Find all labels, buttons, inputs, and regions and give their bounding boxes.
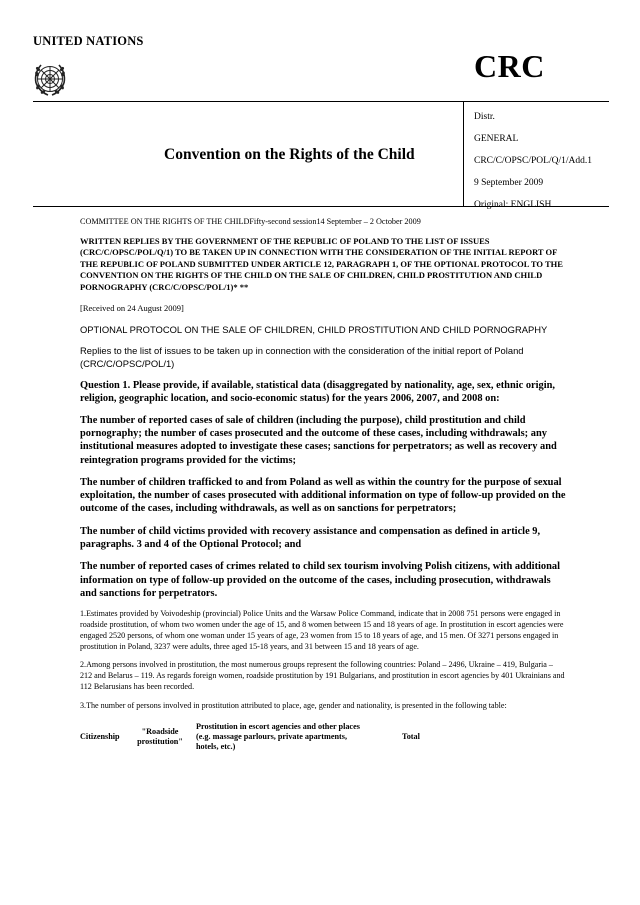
meta-date: 9 September 2009: [474, 178, 544, 188]
header-divider-vertical: [463, 101, 464, 206]
meta-distr: Distr.: [474, 112, 495, 122]
col-header-citizenship: Citizenship: [80, 731, 120, 741]
document-title: Convention on the Rights of the Child: [164, 146, 415, 163]
document-body: [80, 216, 567, 755]
meta-original-language: Original: ENGLISH: [474, 200, 552, 210]
question-1-item-d: The number of reported cases of crimes related to child sex tourism involving Polish citizens, with additional information on type of follow-up provided on the outcome of the cases, including prosecution, withdrawals and sanctions for perpetrators.: [80, 561, 560, 599]
committee-line: COMMITTEE ON THE RIGHTS OF THE CHILDFifty-second session14 September – 2 October 2009: [80, 217, 421, 226]
document-symbol-large: CRC: [474, 48, 545, 84]
received-date: [Received on 24 August 2009]: [80, 303, 184, 314]
question-1-item-c: The number of child victims provided with recovery assistance and compensation as defined in article 9, paragraphs. 3 and 4 of the Optional Protocol; and: [80, 525, 541, 550]
header-rule: [33, 101, 609, 102]
table-header-row: [80, 720, 567, 755]
question-1-item-a: The number of reported cases of sale of children (including the purpose), child prostitution and child pornography; the number of cases prosecuted and the outcome of these cases, including withdrawals; any institutional measures adopted to investigate these cases; sanctions for perpetrators; as well as recovery and reintegration programs provided for the victims;: [80, 414, 557, 466]
question-1-item-b: The number of children trafficked to and from Poland as well as within the country for the purpose of sexual exploitation, the number of cases prosecuted with additional information on type of follow-up provided on the outcome of the cases, including withdrawals, as well as on sanctions for perpetrators;: [80, 476, 566, 515]
reply-note-3: 3.The number of persons involved in prostitution attributed to place, age, gender and nationality, is presented in the following table:: [80, 700, 507, 710]
written-replies-heading: WRITTEN REPLIES BY THE GOVERNMENT OF THE REPUBLIC OF POLAND TO THE LIST OF ISSUES (CRC/C/OPSC/POL/Q/1) TO BE TAKEN UP IN CONNECTION WITH THE CONSIDERATION OF THE INITIAL REPORT OF THE REPUBLIC OF POLAND SUBMITTED UNDER ARTICLE 12, PARAGRAPH 1, OF THE OPTIONAL PROTOCOL TO THE CONVENTION ON THE RIGHTS OF THE CHILD ON THE SALE OF CHILDREN, CHILD PROSTITUTION AND CHILD PORNOGRAPHY (CRC/C/OPSC/POL/1)* **: [80, 236, 563, 292]
un-emblem-icon: [30, 59, 70, 99]
question-1: Question 1. Please provide, if available, statistical data (disaggregated by nationality, age, sex, ethnic origin, religion, geographic location, and socio-economic status) for the years 2006, 2007, and 2008 on:: [80, 380, 555, 405]
meta-distribution: GENERAL: [474, 134, 519, 144]
document-meta: [474, 106, 592, 216]
col-header-total: Total: [402, 731, 420, 741]
col-header-escort-agencies: Prostitution in escort agencies and other places (e.g. massage parlours, private apartments, hotels, etc.): [196, 721, 360, 752]
reply-note-1: 1.Estimates provided by Voivodeship (provincial) Police Units and the Warsaw Police Command, indicate that in 2008 751 persons were engaged in roadside prostitution, of whom two women under the age of 15, and 8 women between 15 and 18 years of age. In prostitution in escort agencies were engaged 2520 persons, of whom one woman under 15 years of age, 23 women from 15 to 18 years of age, and 15 men. Of 3271 persons engaged in prostitution in Poland, 3237 were adults, three aged 15-18 years, and 31 between 15 and 18 years of age.: [80, 609, 564, 651]
meta-doc-symbol: CRC/C/OPSC/POL/Q/1/Add.1: [474, 156, 592, 166]
prostitution-stats-table: [80, 720, 567, 755]
col-header-roadside: "Roadside prostitution": [137, 726, 183, 747]
replies-intro: Replies to the list of issues to be taken up in connection with the consideration of the initial report of Poland (CRC/C/OPSC/POL/1): [80, 345, 524, 370]
un-label: UNITED NATIONS: [33, 34, 144, 48]
optional-protocol-heading: OPTIONAL PROTOCOL ON THE SALE OF CHILDREN, CHILD PROSTITUTION AND CHILD PORNOGRAPHY: [80, 324, 548, 336]
reply-note-2: 2.Among persons involved in prostitution, the most numerous groups represent the following countries: Poland – 2496, Ukraine – 419, Bulgaria – 212 and Belarus – 119. As regards foreign women, roadside prostitution by 191 Bulgarians, and prostitution in escort agencies by 401 Ukrainians and 112 Belarusians has been recorded.: [80, 660, 565, 691]
